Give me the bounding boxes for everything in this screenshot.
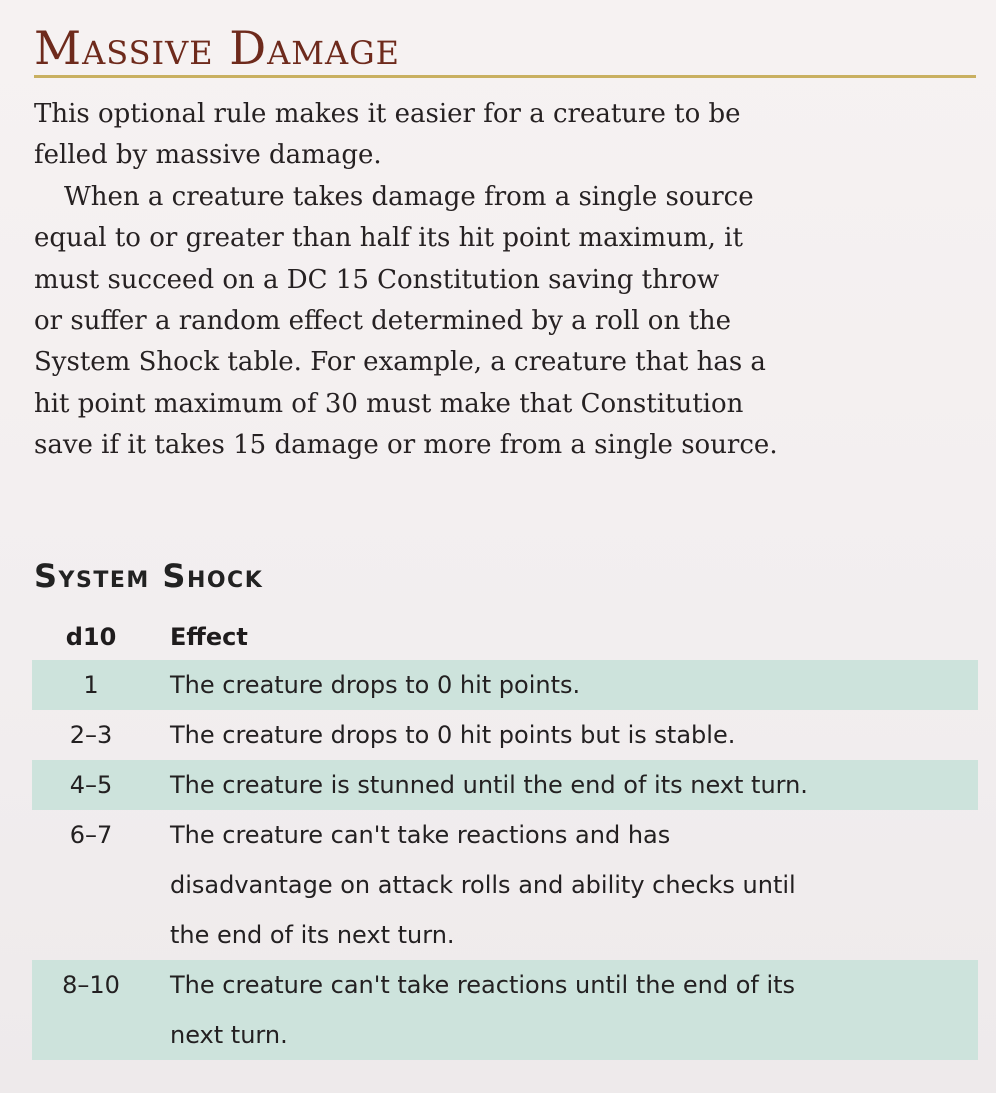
- row-roll: 2–3: [69, 721, 113, 749]
- header-effect: Effect: [170, 623, 248, 651]
- row-effect: [150, 960, 978, 1060]
- table-row: [32, 660, 978, 710]
- row-effect: [150, 710, 978, 760]
- body-line: System Shock table. For example, a creature that has a: [34, 347, 766, 378]
- effect-line: next turn.: [170, 1021, 288, 1049]
- table-row: [32, 810, 978, 960]
- table-header-row: [32, 614, 978, 660]
- effect-line: The creature can't take reactions until the end of its: [170, 971, 796, 999]
- section-title: Massive Damage: [34, 21, 401, 75]
- body-line: hit point maximum of 30 must make that Constitution: [34, 388, 744, 419]
- effect-line: the end of its next turn.: [170, 921, 455, 949]
- body-line: or suffer a random effect determined by a roll on the: [34, 305, 732, 336]
- row-roll: 8–10: [62, 971, 120, 999]
- table-title: System Shock: [34, 557, 264, 595]
- body-line: save if it takes 15 damage or more from a single source.: [34, 430, 778, 461]
- body-line: This optional rule makes it easier for a creature to be: [34, 99, 741, 129]
- row-effect: [150, 760, 978, 810]
- effect-line: disadvantage on attack rolls and ability checks until: [170, 871, 796, 899]
- table-row: [32, 960, 978, 1060]
- system-shock-table: [32, 614, 978, 1060]
- body-line: equal to or greater than half its hit point maximum, it: [34, 223, 743, 254]
- body-line: When a creature takes damage from a single source: [64, 181, 754, 212]
- table-row: [32, 760, 978, 810]
- title-divider: [34, 75, 976, 78]
- table-row: [32, 710, 978, 760]
- body-line: felled by massive damage.: [34, 140, 382, 171]
- row-roll: 1: [83, 671, 99, 699]
- rule-description: [34, 94, 964, 467]
- effect-line: The creature is stunned until the end of its next turn.: [170, 771, 808, 799]
- row-effect: [150, 810, 978, 960]
- effect-line: The creature drops to 0 hit points but is stable.: [170, 721, 736, 749]
- body-line: must succeed on a DC 15 Constitution saving throw: [34, 264, 720, 295]
- effect-line: The creature can't take reactions and has: [170, 821, 671, 849]
- effect-line: The creature drops to 0 hit points.: [170, 671, 581, 699]
- row-roll: 4–5: [69, 771, 113, 799]
- row-effect: [150, 660, 978, 710]
- row-roll: 6–7: [69, 821, 113, 849]
- header-roll: d10: [65, 623, 117, 651]
